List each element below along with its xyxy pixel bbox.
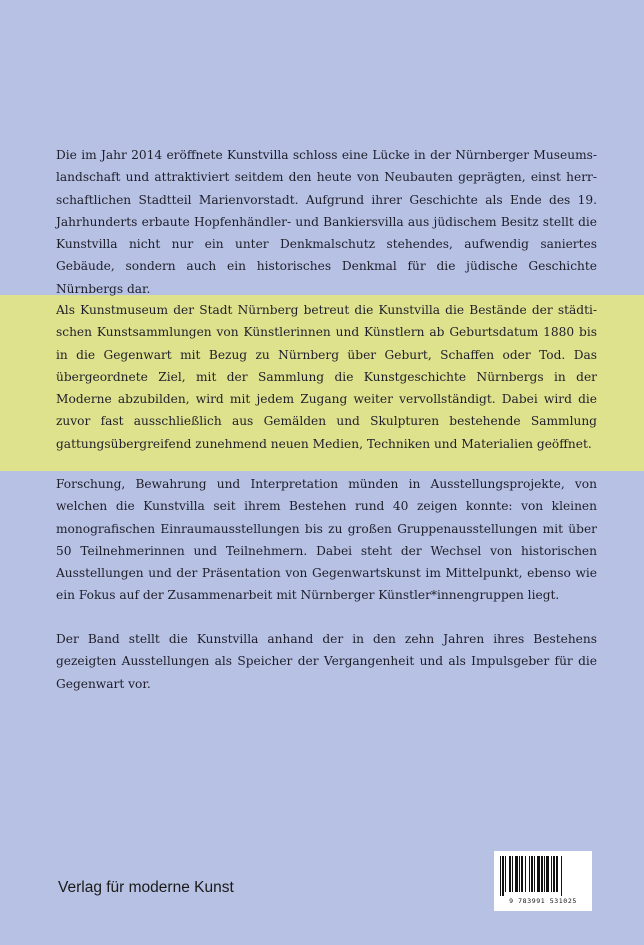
- barcode-bar: [531, 856, 533, 892]
- isbn-barcode: [494, 851, 592, 911]
- barcode-bar: [534, 856, 535, 892]
- isbn-number: 9 783991 531025: [509, 897, 577, 905]
- paragraph-exhibitions-text: Forschung, Bewahrung und Interpretation münden in Ausstellungsprojekte, von welchen die Kunstvilla seit ihrem Bestehen rund 40 zeigen konnte: von kleinen monografischen Einraumausstellungen bis zu großen Gruppenausstellungen mit über 50 Teilnehmerinnen und Teilnehmern. Dabei steht der Wechsel von historischen Ausstellungen und der Präsentation von Gegenwartskunst im Mittelpunkt, ebenso wie ein Fokus auf der Zusammenarbeit mit Nürnberger Künstler*innengruppen liegt.: [56, 477, 597, 603]
- barcode-bar: [519, 856, 520, 892]
- paragraph-intro: [56, 144, 597, 300]
- barcode-bar: [525, 856, 526, 892]
- paragraph-intro-text: Die im Jahr 2014 eröffnete Kunstvilla schloss eine Lücke in der Nürnberger Museumslandschaft und attraktiviert seitdem den heute von Neubauten geprägten, einst herrschaftlichen Stadtteil Marienvorstadt. Aufgrund ihrer Geschichte als Ende des 19. Jahrhunderts erbaute Hopfenhändler- und Bankiersvilla aus jüdischem Besitz stellt die Kunstvilla nicht nur ein unter Denkmalschutz stehendes, aufwendig saniertes Gebäude, sondern auch ein historisches Denkmal für die jüdische Geschichte Nürnbergs dar.: [56, 148, 597, 296]
- barcode-bar: [551, 856, 552, 892]
- barcode-bar: [553, 856, 555, 892]
- paragraph-exhibitions: [56, 473, 597, 607]
- barcode-bar: [502, 856, 504, 896]
- paragraph-collection-text: Als Kunstmuseum der Stadt Nürnberg betreut die Kunstvilla die Bestände der städtischen Kunstsammlungen von Künstlerinnen und Künstlern ab Geburtsdatum 1880 bis in die Gegenwart mit Bezug zu Nürnberg über Geburt, Schaffen oder Tod. Das übergeordnete Ziel, mit der Sammlung die Kunstgeschichte Nürnbergs in der Moderne abzubilden, wird mit jedem Zugang weiter vervollständigt. Dabei wird die zuvor fast ausschließlich aus Gemälden und Skulpturen bestehende Sammlung gattungsübergreifend zunehmend neuen Medien, Techniken und Materialien geöffnet.: [56, 303, 597, 451]
- barcode-bars-icon: [500, 856, 586, 896]
- barcode-bar: [546, 856, 549, 892]
- paragraph-book-text: Der Band stellt die Kunstvilla anhand der in den zehn Jahren ihres Bestehens gezeigten Ausstellungen als Speicher der Vergangenheit und als Impulsgeber für die Gegenwart vor.: [56, 632, 597, 691]
- barcode-bar: [541, 856, 543, 892]
- barcode-bar: [537, 856, 540, 892]
- barcode-bar: [512, 856, 513, 892]
- barcode-bar: [515, 856, 518, 892]
- barcode-bar: [505, 856, 506, 892]
- publisher-name: Verlag für moderne Kunst: [58, 879, 234, 896]
- barcode-bar: [529, 856, 530, 892]
- barcode-bar: [500, 856, 501, 896]
- barcode-bar: [521, 856, 523, 892]
- barcode-bar: [509, 856, 511, 892]
- barcode-bar: [544, 856, 545, 892]
- paragraph-book: [56, 628, 597, 695]
- barcode-bar: [556, 856, 558, 892]
- paragraph-collection: [56, 299, 597, 455]
- barcode-bar: [561, 856, 562, 896]
